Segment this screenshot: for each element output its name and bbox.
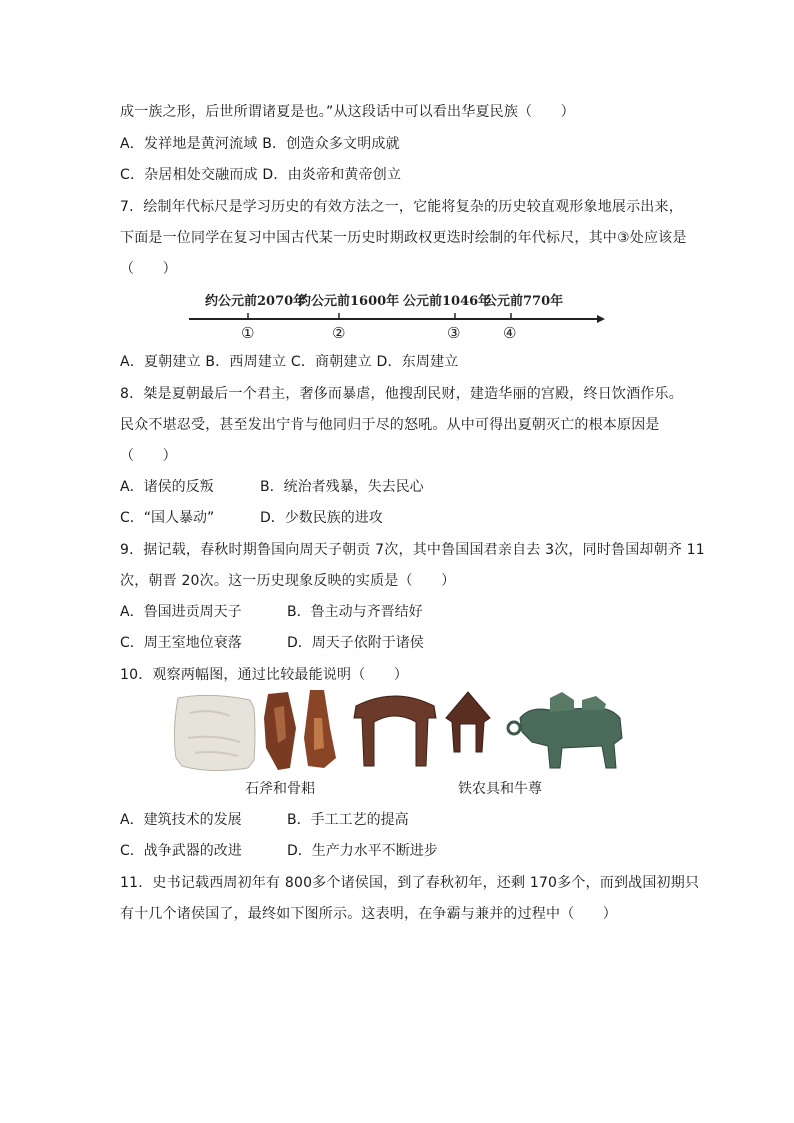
q8-option-c: C．“国人暴动” — [120, 510, 215, 526]
q10-figures — [170, 688, 630, 803]
q7-line3: （ ） — [120, 261, 177, 277]
iron-tool-arch-image — [354, 696, 436, 766]
q6-options-line1: A．发祥地是黄河流域 B．创造众多文明成就 — [120, 136, 400, 152]
q9-option-d: D．周天子依附于诸侯 — [287, 635, 424, 651]
q10-line1: 10．观察两幅图，通过比较最能说明（ ） — [120, 667, 409, 683]
iron-tool-plough-image — [446, 692, 490, 752]
artifact-images — [170, 688, 630, 773]
q10-option-c: C．战争武器的改进 — [120, 843, 242, 859]
q8-option-a: A．诸侯的反叛 — [120, 479, 214, 495]
q8-line1: 8．桀是夏朝最后一个君主，奢侈而暴虐，他搜刮民财，建造华丽的宫殿，终日饮酒作乐。 — [120, 386, 683, 402]
q7-line1: 7．绘制年代标尺是学习历史的有效方法之一，它能将复杂的历史较直观形象地展示出来， — [120, 199, 683, 215]
q10-option-b: B．手工工艺的提高 — [287, 812, 409, 828]
timeline-marker-3: ③ — [447, 324, 461, 342]
timeline-label-2: 约公元前1600年 — [298, 294, 400, 309]
q7-timeline-figure — [185, 288, 610, 348]
q9-line1: 9．据记载，春秋时期鲁国向周天子朝贡 7次，其中鲁国国君亲自去 3次，同时鲁国却朝齐 11 — [120, 542, 705, 558]
q10-option-a: A．建筑技术的发展 — [120, 812, 242, 828]
q8-line2: 民众不堪忍受，甚至发出宁肯与他同归于尽的怒吼。从中可得出夏朝灭亡的根本原因是 — [120, 417, 660, 433]
q8-line3: （ ） — [120, 448, 177, 464]
q9-line2: 次，朝晋 20次。这一历史现象反映的实质是（ ） — [120, 573, 456, 589]
caption-iron-tools-ox-zun: 铁农具和牛尊 — [458, 781, 542, 797]
timeline-label-1: 约公元前2070年 — [205, 294, 307, 309]
bone-spade-image-1 — [264, 692, 296, 770]
stone-axe-image — [174, 695, 255, 770]
bronze-ox-zun-image — [508, 692, 622, 768]
q9-option-b: B．鲁主动与齐晋结好 — [287, 604, 423, 620]
timeline-marker-4: ④ — [503, 324, 517, 342]
q9-option-c: C．周王室地位衰落 — [120, 635, 242, 651]
q6-stem-tail: 成一族之形，后世所谓诸夏是也。”从这段话中可以看出华夏民族（ ） — [120, 104, 575, 120]
q8-option-b: B．统治者残暴，失去民心 — [260, 479, 424, 495]
timeline-label-3: 公元前1046年 — [403, 294, 492, 309]
q7-line2: 下面是一位同学在复习中国古代某一历史时期政权更迭时绘制的年代标尺，其中③处应该是 — [120, 230, 687, 246]
q11-line2: 有十几个诸侯国了，最终如下图所示。这表明，在争霸与兼并的过程中（ ） — [120, 906, 617, 922]
timeline-marker-2: ② — [332, 324, 346, 342]
caption-stone-axe-bone-spade: 石斧和骨耜 — [245, 781, 315, 797]
q7-options: A．夏朝建立 B．西周建立 C．商朝建立 D．东周建立 — [120, 354, 459, 370]
q11-line1: 11．史书记载西周初年有 800多个诸侯国，到了春秋初年，还剩 170多个，而到战国初期只 — [120, 875, 700, 891]
q10-option-d: D．生产力水平不断进步 — [287, 843, 438, 859]
q9-option-a: A．鲁国进贡周天子 — [120, 604, 242, 620]
bone-spade-image-2 — [304, 690, 336, 768]
timeline-label-4: 公元前770年 — [484, 294, 564, 309]
timeline-marker-1: ① — [241, 324, 255, 342]
q6-options-line2: C．杂居相处交融而成 D．由炎帝和黄帝创立 — [120, 167, 402, 183]
q8-option-d: D．少数民族的进攻 — [260, 510, 383, 526]
